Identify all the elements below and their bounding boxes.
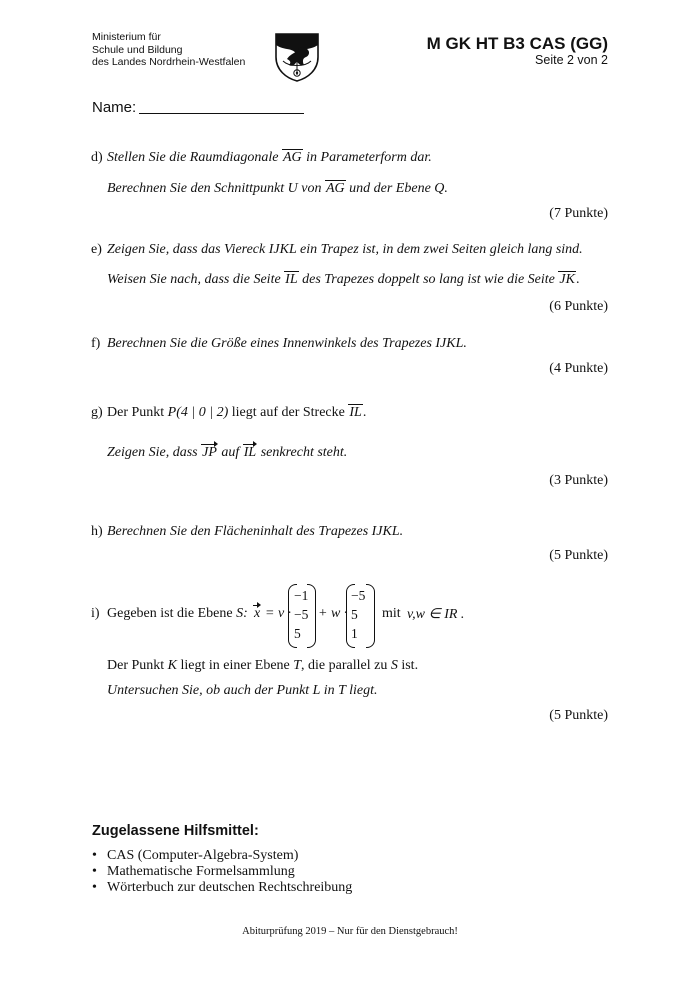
task-i-label: i) bbox=[91, 606, 100, 621]
list-item: • Wörterbuch zur deutschen Rechtschreibung bbox=[92, 880, 352, 896]
task-text: Weisen Sie nach, dass die Seite bbox=[107, 272, 281, 287]
name-label: Name: bbox=[92, 99, 137, 116]
matrix-right-paren bbox=[366, 584, 375, 648]
list-item: • Mathematische Formelsammlung bbox=[92, 864, 352, 880]
equation-part: + w · bbox=[318, 606, 348, 621]
task-d-line1 bbox=[107, 150, 432, 166]
task-e-line1 bbox=[107, 242, 583, 258]
vector-component: −1 bbox=[294, 588, 309, 603]
task-text: ist. bbox=[401, 658, 419, 673]
name-blank-line bbox=[139, 98, 304, 114]
task-g-points: (3 Punkte) bbox=[549, 473, 608, 488]
punctuation: . bbox=[575, 272, 580, 287]
exam-code: M GK HT B3 CAS (GG) bbox=[426, 34, 608, 53]
position-vector-symbol: x bbox=[254, 606, 261, 621]
task-e-label: e) bbox=[91, 242, 102, 257]
name-field bbox=[92, 98, 304, 116]
task-text: senkrecht steht. bbox=[260, 445, 348, 460]
ministry-line: Ministerium für bbox=[92, 31, 161, 43]
equation-part: = v · bbox=[265, 606, 292, 621]
task-text: Stellen Sie die Raumdiagonale bbox=[107, 150, 279, 165]
page-number: Seite 2 von 2 bbox=[535, 53, 608, 67]
segment-symbol: IL bbox=[285, 272, 298, 287]
task-text: in Parameterform dar. bbox=[306, 150, 432, 165]
task-f-line1 bbox=[107, 336, 467, 352]
vector-component: 1 bbox=[351, 626, 358, 641]
vector-component: 5 bbox=[351, 607, 358, 622]
task-text: Zeigen Sie, dass das Viereck IJKL ein Trapez ist, in dem zwei Seiten gleich lang sind. bbox=[107, 242, 583, 257]
task-f-label: f) bbox=[91, 336, 101, 351]
segment-symbol: AG bbox=[325, 181, 345, 196]
list-item: • CAS (Computer-Algebra-System) bbox=[92, 848, 352, 864]
vector-symbol: JP bbox=[202, 445, 217, 460]
ministry-line: Schule und Bildung bbox=[92, 43, 183, 56]
task-d-label: d) bbox=[91, 150, 103, 165]
vector-component: −5 bbox=[351, 588, 366, 603]
task-g-line1 bbox=[107, 405, 366, 421]
point-name: K bbox=[167, 658, 178, 673]
task-text: liegt in einer Ebene bbox=[180, 658, 290, 673]
nrw-coat-of-arms-icon bbox=[273, 31, 321, 83]
task-text: Berechnen Sie den Schnittpunkt U von bbox=[107, 181, 322, 196]
task-text: Untersuchen Sie, ob auch der Punkt L in T liegt. bbox=[107, 683, 378, 698]
task-h-points: (5 Punkte) bbox=[549, 548, 608, 563]
task-text: Berechnen Sie den Flächeninhalt des Trapezes IJKL. bbox=[107, 524, 404, 539]
task-h-line1 bbox=[107, 524, 403, 540]
task-f-points: (4 Punkte) bbox=[549, 361, 608, 376]
task-g-line2 bbox=[107, 445, 347, 461]
task-text: des Trapezes doppelt so lang ist wie die Seite bbox=[302, 272, 555, 287]
footer-note: Abiturprüfung 2019 – Nur für den Dienstgebrauch! bbox=[242, 926, 458, 937]
direction-vector-2 bbox=[351, 586, 365, 643]
plane-name: S: bbox=[236, 606, 248, 621]
aids-heading: Zugelassene Hilfsmittel: bbox=[92, 823, 259, 839]
vector-component: 5 bbox=[294, 626, 301, 641]
segment-symbol: AG bbox=[282, 150, 302, 165]
task-d-points: (7 Punkte) bbox=[549, 206, 608, 221]
vector-symbol: IL bbox=[243, 445, 257, 460]
segment-symbol: JK bbox=[559, 272, 575, 287]
ministry-name bbox=[92, 31, 245, 69]
task-e-line2 bbox=[107, 272, 579, 288]
task-i-line2 bbox=[107, 658, 418, 674]
task-text: auf bbox=[221, 445, 240, 460]
task-text: und der Ebene Q. bbox=[349, 181, 448, 196]
plane-name: S bbox=[390, 658, 398, 673]
task-text: Zeigen Sie, dass bbox=[107, 445, 198, 460]
vector-component: −5 bbox=[294, 607, 309, 622]
parameter-domain: v,w ∈ IR . bbox=[407, 607, 465, 622]
task-g-label: g) bbox=[91, 405, 103, 420]
segment-symbol: IL bbox=[349, 405, 362, 420]
task-text: liegt auf der Strecke bbox=[231, 405, 345, 420]
ministry-line: des Landes Nordrhein-Westfalen bbox=[92, 56, 246, 68]
point-coordinates: P(4 | 0 | 2) bbox=[167, 405, 229, 420]
plane-name: T bbox=[293, 658, 302, 673]
task-text: Der Punkt bbox=[107, 658, 165, 673]
task-text: Gegeben ist die Ebene bbox=[107, 606, 233, 621]
task-text: , die parallel zu bbox=[301, 658, 388, 673]
task-text: Berechnen Sie die Größe eines Innenwinkels des Trapezes IJKL. bbox=[107, 336, 467, 351]
task-e-points: (6 Punkte) bbox=[549, 299, 608, 314]
task-h-label: h) bbox=[91, 524, 103, 539]
task-text: Der Punkt bbox=[107, 405, 165, 420]
task-i-points: (5 Punkte) bbox=[549, 708, 608, 723]
matrix-right-paren bbox=[307, 584, 316, 648]
task-i-line1 bbox=[107, 606, 248, 622]
aids-list bbox=[92, 848, 352, 896]
task-text: mit bbox=[382, 606, 401, 621]
punctuation: . bbox=[362, 405, 367, 420]
task-d-line2 bbox=[107, 181, 448, 197]
task-i-line3 bbox=[107, 683, 378, 699]
